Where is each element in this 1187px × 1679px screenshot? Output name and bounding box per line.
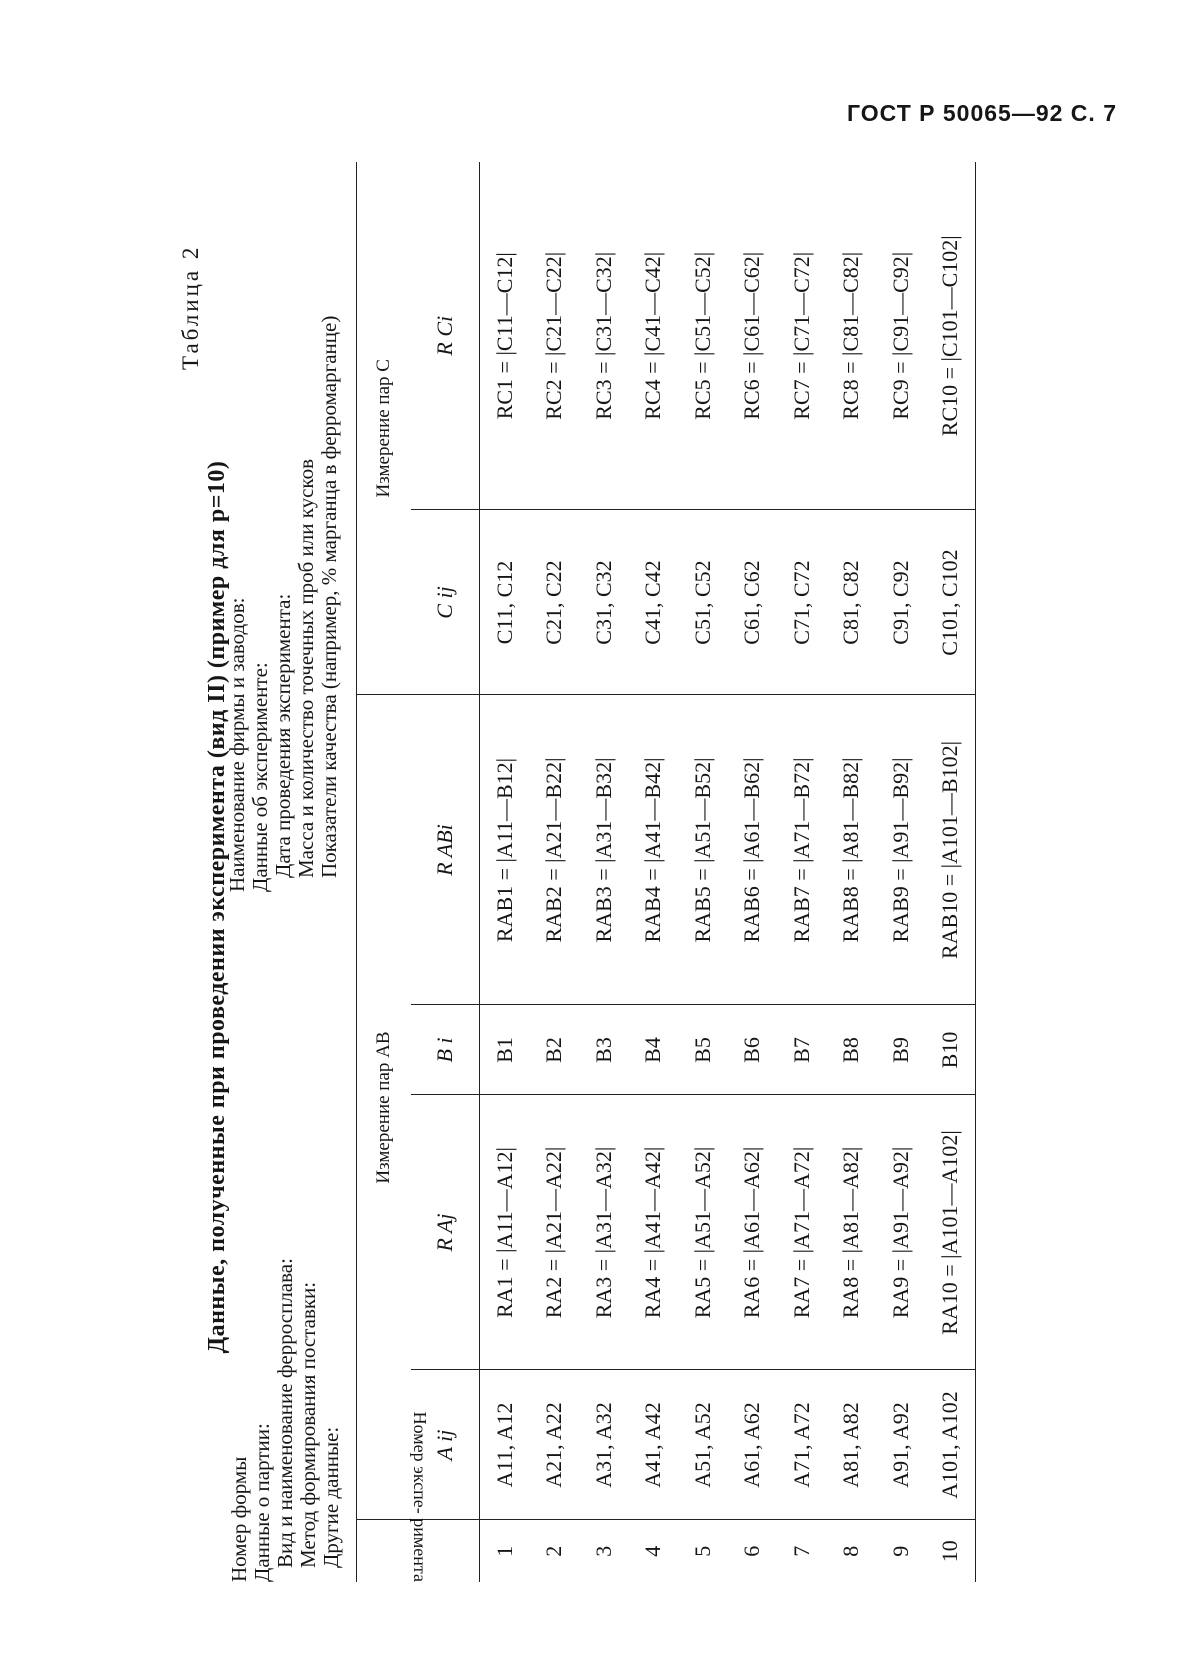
range-c-cell: RC4 = |C41—C42| <box>640 251 666 420</box>
pair-a-values-cell: A61, A62 <box>727 1370 776 1520</box>
range-ab-cell: RAB2 = |A21—B22| <box>530 695 579 1005</box>
table-row <box>530 162 579 1582</box>
range-ab-cell: RAB9 = |A91—B92| <box>876 695 925 1005</box>
meta-line: Дата проведения эксперимента: <box>271 593 295 878</box>
pair-a-values-cell: A51, A52 <box>678 1370 727 1520</box>
value-b-cell: B4 <box>628 1005 677 1095</box>
experiment-number-cell: 8 <box>826 1520 875 1582</box>
experiment-number-cell: 10 <box>925 1520 975 1582</box>
pair-c-values-cell: C51, C52 <box>678 510 727 695</box>
column-header-rab: R ABi <box>411 695 480 1005</box>
table-row <box>480 162 530 1582</box>
value-b-cell: B9 <box>876 1005 925 1095</box>
range-ab-cell: RAB7 = |A71—B72| <box>777 695 826 1005</box>
range-ab-cell: RAB10 = |A101—B102| <box>925 695 975 1005</box>
range-c-cell: RC3 = |C31—C32| <box>590 251 616 420</box>
meta-line: Наименование фирмы и заводов: <box>225 597 249 892</box>
pair-a-values-cell: A91, A92 <box>876 1370 925 1520</box>
value-b-cell: B7 <box>777 1005 826 1095</box>
table-row <box>678 162 727 1582</box>
pair-c-values-cell: C41, C42 <box>628 510 677 695</box>
pair-c-values-cell: C91, C92 <box>876 510 925 695</box>
range-ab-cell: RAB1 = |A11—B12| <box>480 695 530 1005</box>
column-group-ab: Измерение пар AB <box>357 695 412 1520</box>
range-a-cell: RA5 = |A51—A52| <box>678 1095 727 1370</box>
experiment-number-cell: 5 <box>678 1520 727 1582</box>
range-ab-cell: RAB8 = |A81—B82| <box>826 695 875 1005</box>
column-header-c: C ij <box>411 510 480 695</box>
experiment-number-cell: 9 <box>876 1520 925 1582</box>
value-b-cell: B8 <box>826 1005 875 1095</box>
pair-c-values-cell: C31, C32 <box>579 510 628 695</box>
pair-a-values-cell: A21, A22 <box>530 1370 579 1520</box>
range-ab-cell: RAB6 = |A61—B62| <box>727 695 776 1005</box>
experiment-number-cell: 7 <box>777 1520 826 1582</box>
experiment-number-cell: 4 <box>628 1520 677 1582</box>
range-a-cell: RA10 = |A101—A102| <box>925 1095 975 1370</box>
pair-a-values-cell: A31, A32 <box>579 1370 628 1520</box>
meta-line: Вид и наименование ферросплава: <box>273 1258 297 1568</box>
running-header: ГОСТ Р 50065—92 С. 7 <box>847 100 1117 126</box>
value-b-cell: B6 <box>727 1005 776 1095</box>
column-header-a: A ij <box>411 1370 480 1520</box>
rotated-table-page <box>178 152 1098 1582</box>
meta-line: Данные об эксперименте: <box>248 662 272 892</box>
pair-c-values-cell: C81, C82 <box>826 510 875 695</box>
table-row <box>727 162 776 1582</box>
meta-line: Масса и количество точечных проб или кусков <box>294 459 318 878</box>
range-c-cell: RC9 = |C91—C92| <box>887 251 913 420</box>
pair-c-values-cell: C71, C72 <box>777 510 826 695</box>
range-a-cell: RA3 = |A31—A32| <box>579 1095 628 1370</box>
pair-a-values-cell: A41, A42 <box>628 1370 677 1520</box>
pair-a-values-cell: A101, A102 <box>925 1370 975 1520</box>
table-row <box>777 162 826 1582</box>
table-body <box>480 162 976 1582</box>
range-c-cell: RC6 = |C61—C62| <box>739 251 765 420</box>
pair-c-values-cell: C61, C62 <box>727 510 776 695</box>
range-c-cell: RC1 = |C11—C12| <box>491 252 517 420</box>
range-a-cell: RA1 = |A11—A12| <box>480 1095 530 1370</box>
range-a-cell: RA2 = |A21—A22| <box>530 1095 579 1370</box>
range-c-cell: RC7 = |C71—C72| <box>788 251 814 420</box>
range-a-cell: RA6 = |A61—A62| <box>727 1095 776 1370</box>
table-row <box>925 162 975 1582</box>
table-label: Таблица 2 <box>178 244 203 370</box>
pair-a-values-cell: A81, A82 <box>826 1370 875 1520</box>
pair-a-values-cell: A11, A12 <box>480 1370 530 1520</box>
table-row <box>876 162 925 1582</box>
range-ab-cell: RAB3 = |A31—B32| <box>579 695 628 1005</box>
experiment-number-cell: 2 <box>530 1520 579 1582</box>
value-b-cell: B2 <box>530 1005 579 1095</box>
range-c-cell: RC8 = |C81—C82| <box>838 251 864 420</box>
experiment-data-table <box>356 162 976 1582</box>
meta-line: Показатели качества (например, % марганца в ферромарганце) <box>317 315 341 878</box>
range-c-cell: RC10 = |C101—C102| <box>925 162 975 510</box>
range-c-cell: RC5 = |C51—C52| <box>689 251 715 420</box>
column-header-b: B i <box>411 1005 480 1095</box>
table-row <box>628 162 677 1582</box>
meta-line: Номер формы <box>227 1456 251 1582</box>
pair-c-values-cell: C21, C22 <box>530 510 579 695</box>
pair-c-values-cell: C101, C102 <box>925 510 975 695</box>
experiment-number-cell: 3 <box>579 1520 628 1582</box>
meta-line: Метод формирования поставки: <box>296 1281 320 1568</box>
meta-line: Данные о партии: <box>250 1423 274 1582</box>
experiment-number-cell: 6 <box>727 1520 776 1582</box>
form-metadata-left <box>228 1258 343 1582</box>
range-a-cell: RA4 = |A41—A42| <box>628 1095 677 1370</box>
pair-a-values-cell: A71, A72 <box>777 1370 826 1520</box>
experiment-number-cell: 1 <box>480 1520 530 1582</box>
form-metadata-right <box>226 298 341 892</box>
range-ab-cell: RAB4 = |A41—B42| <box>628 695 677 1005</box>
value-b-cell: B10 <box>925 1005 975 1095</box>
table-title: Данные, полученные при проведении эксперимента (вид II) (пример для p=10) <box>204 460 230 1354</box>
table-row <box>579 162 628 1582</box>
column-header-rc: R Ci <box>411 162 480 510</box>
pair-c-values-cell: C11, C12 <box>480 510 530 695</box>
column-header-ra: R Aj <box>411 1095 480 1370</box>
range-a-cell: RA7 = |A71—A72| <box>777 1095 826 1370</box>
range-c-cell: RC2 = |C21—C22| <box>541 251 567 420</box>
value-b-cell: B3 <box>579 1005 628 1095</box>
table-row <box>826 162 875 1582</box>
column-group-c: Измерение пар C <box>357 162 412 695</box>
value-b-cell: B5 <box>678 1005 727 1095</box>
range-a-cell: RA9 = |A91—A92| <box>876 1095 925 1370</box>
value-b-cell: B1 <box>480 1005 530 1095</box>
column-header-experiment-number: Номер экспе- римента <box>357 1520 480 1582</box>
range-a-cell: RA8 = |A81—A82| <box>826 1095 875 1370</box>
meta-line: Другие данные: <box>319 1426 343 1568</box>
range-ab-cell: RAB5 = |A51—B52| <box>678 695 727 1005</box>
